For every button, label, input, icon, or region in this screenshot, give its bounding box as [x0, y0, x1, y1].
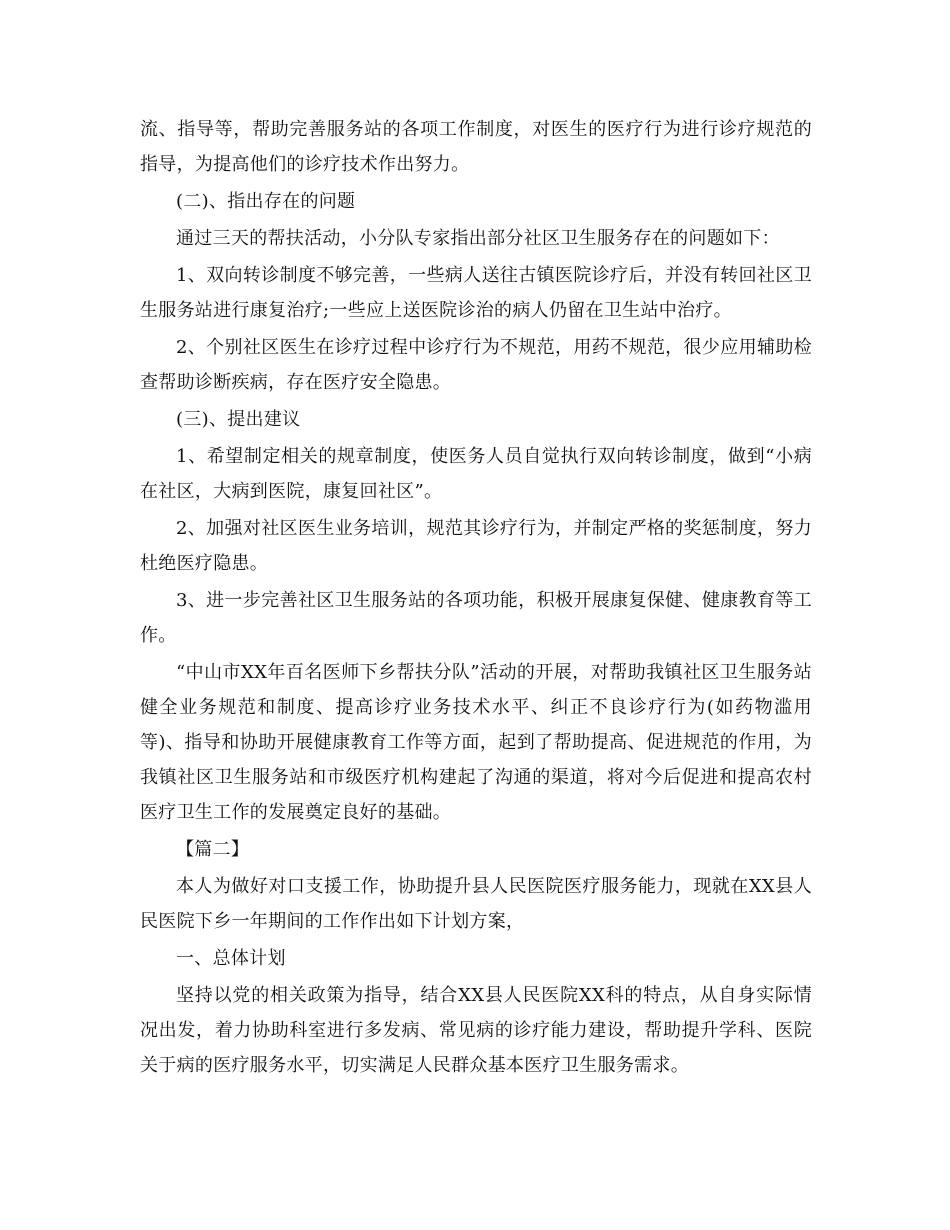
paragraph-plan-intro: 本人为做好对口支援工作，协助提升县人民医院医疗服务能力，现就在XX县人民医院下乡一年期间的工作作出如下计划方案， [140, 876, 812, 932]
paragraph-problem-1: 1、双向转诊制度不够完善，一些病人送往古镇医院诊疗后，并没有转回社区卫生服务站进行康复治疗;一些应上送医院诊治的病人仍留在卫生站中治疗。 [140, 265, 812, 321]
paragraph-problems-intro: 通过三天的帮扶活动，小分队专家指出部分社区卫生服务存在的问题如下： [176, 228, 780, 249]
paragraph-suggestion-3: 3、进一步完善社区卫生服务站的各项功能，积极开展康复保健、健康教育等工作。 [140, 590, 812, 646]
paragraph-problem-2: 2、个别社区医生在诊疗过程中诊疗行为不规范，用药不规范，很少应用辅助检查帮助诊断疾病，存在医疗安全隐患。 [140, 337, 812, 393]
chapter-heading: 【篇二】 [176, 839, 250, 860]
section-heading-problems: (二)、指出存在的问题 [176, 191, 356, 212]
section-heading-overall-plan: 一、总体计划 [176, 948, 286, 969]
paragraph-suggestion-2: 2、加强对社区医生业务培训，规范其诊疗行为，并制定严格的奖惩制度，努力杜绝医疗隐患。 [140, 518, 812, 574]
paragraph-continuation: 流、指导等，帮助完善服务站的各项工作制度，对医生的医疗行为进行诊疗规范的指导，为提高他们的诊疗技术作出努力。 [140, 119, 812, 175]
paragraph-overall-plan: 坚持以党的相关政策为指导，结合XX县人民医院XX科的特点，从自身实际情况出发，着力协助科室进行多发病、常见病的诊疗能力建设，帮助提升学科、医院关于病的医疗服务水平，切实满足人民群众基本医疗卫生服务需求。 [140, 985, 812, 1076]
paragraph-suggestion-1: 1、希望制定相关的规章制度，使医务人员自觉执行双向转诊制度，做到“小病在社区，大病到医院，康复回社区”。 [140, 446, 812, 502]
paragraph-summary: “中山市XX年百名医师下乡帮扶分队”活动的开展，对帮助我镇社区卫生服务站健全业务规范和制度、提高诊疗业务技术水平、纠正不良诊疗行为(如药物滥用等)、指导和协助开展健康教育工作等方面，起到了帮助提高、促进规范的作用，为我镇社区卫生服务站和市级医疗机构建起了沟通的渠道，将对今后促进和提高农村医疗卫生工作的发展奠定良好的基础。 [140, 662, 812, 823]
section-heading-suggestions: (三)、提出建议 [176, 409, 301, 430]
document-body [140, 112, 812, 1083]
